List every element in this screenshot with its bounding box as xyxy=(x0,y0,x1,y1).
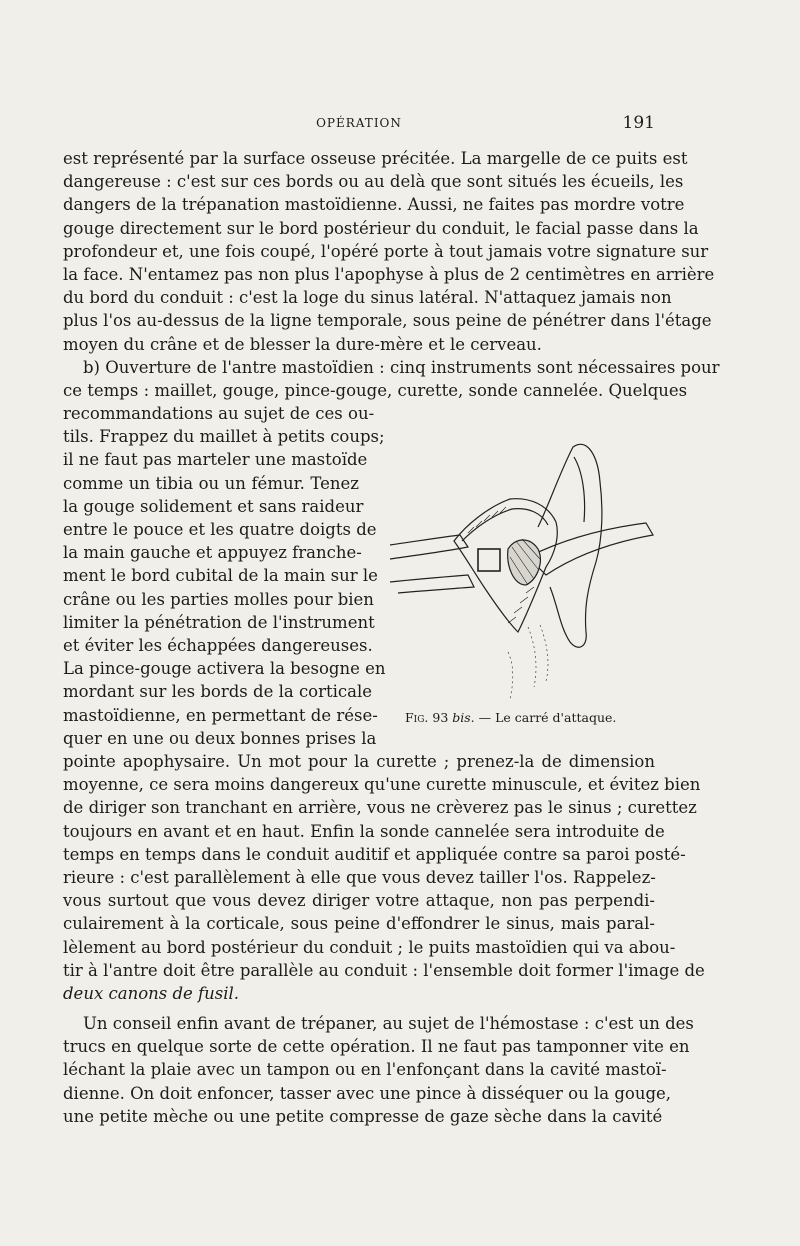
text-line: il ne faut pas marteler une mastoïde xyxy=(63,450,368,470)
text-line: culairement à la corticale, sous peine d'effondrer le sinus, mais paral- xyxy=(63,914,655,934)
page-number: 191 xyxy=(622,113,655,133)
paragraph-middle xyxy=(63,750,705,1005)
text-line: mordant sur les bords de la corticale xyxy=(63,682,373,702)
illustration-square-attack xyxy=(388,437,656,709)
text-line: dienne. On doit enfoncer, tasser avec une pince à disséquer ou la gouge, xyxy=(63,1083,672,1103)
caption-text: — Le carré d'attaque. xyxy=(474,710,617,725)
text-line: quer en une ou deux bonnes prises la xyxy=(63,728,377,748)
figure-suffix: bis. xyxy=(448,710,475,725)
text-line: ce temps : maillet, gouge, pince-gouge, curette, sonde cannelée. Quelques xyxy=(63,381,688,401)
text-line: la main gauche et appuyez franche- xyxy=(63,543,362,563)
text-line: moyen du crâne et de blesser la dure-mère et le cerveau. xyxy=(63,334,542,354)
text-line: pointe apophysaire. Un mot pour la curette ; prenez-la de dimension xyxy=(63,752,655,771)
text-line: gouge directement sur le bord postérieur du conduit, le facial passe dans la xyxy=(63,218,699,238)
text-line: trucs en quelque sorte de cette opération. Il ne faut pas tamponner vite en xyxy=(63,1037,690,1057)
running-header xyxy=(63,113,655,136)
text-line: Un conseil enfin avant de trépaner, au sujet de l'hémostase : c'est un des xyxy=(83,1014,694,1033)
chapter-title: OPÉRATION xyxy=(316,116,402,130)
paragraph-top xyxy=(63,147,720,402)
text-line: moyenne, ce sera moins dangereux qu'une curette minuscule, et évitez bien xyxy=(63,775,701,795)
text-line: recommandations au sujet de ces ou- xyxy=(63,404,375,423)
text-line: temps en temps dans le conduit auditif et appliquée contre sa paroi posté- xyxy=(63,844,686,864)
text-line: entre le pouce et les quatre doigts de xyxy=(63,520,377,540)
text-line: la face. N'entamez pas non plus l'apophyse à plus de 2 centimètres en arrière xyxy=(63,265,715,285)
text-line: dangereuse : c'est sur ces bords ou au delà que sont situés les écueils, les xyxy=(63,172,684,192)
text-line: mastoïdienne, en permettant de rése- xyxy=(63,705,378,725)
text-line: comme un tibia ou un fémur. Tenez xyxy=(63,473,359,493)
figure-caption xyxy=(405,710,616,725)
text-line: vous surtout que vous devez diriger votre attaque, non pas perpendi- xyxy=(63,891,655,911)
text-line: du bord du conduit : c'est la loge du sinus latéral. N'attaquez jamais non xyxy=(63,288,672,308)
figure-number: Fig. 93 xyxy=(405,710,449,725)
text-line: lèlement au bord postérieur du conduit ; le puits mastoïdien qui va abou- xyxy=(63,937,676,957)
text-line: tir à l'antre doit être parallèle au conduit : l'ensemble doit former l'image de xyxy=(63,960,705,980)
paragraph-beside-figure xyxy=(63,402,386,750)
text-line: crâne ou les parties molles pour bien xyxy=(63,589,374,609)
text-line: rieure : c'est parallèlement à elle que vous devez tailler l'os. Rappelez- xyxy=(63,868,656,888)
text-line: et éviter les échappées dangereuses. xyxy=(63,636,373,656)
text-line: dangers de la trépanation mastoïdienne. Aussi, ne faites pas mordre votre xyxy=(63,195,685,215)
text-line: tils. Frappez du maillet à petits coups; xyxy=(63,427,385,447)
text-line: limiter la pénétration de l'instrument xyxy=(63,612,375,632)
text-line: b) Ouverture de l'antre mastoïdien : cinq instruments sont nécessaires pour xyxy=(83,357,720,377)
paragraph-bottom xyxy=(63,1012,694,1128)
text-line: ment le bord cubital de la main sur le xyxy=(63,566,378,586)
text-line: profondeur et, une fois coupé, l'opéré porte à tout jamais votre signature sur xyxy=(63,241,709,261)
text-line: léchant la plaie avec un tampon ou en l'enfonçant dans la cavité mastoï- xyxy=(63,1060,667,1080)
text-line: de diriger son tranchant en arrière, vous ne crèverez pas le sinus ; curettez xyxy=(63,798,697,818)
text-line: La pince-gouge activera la besogne en xyxy=(63,659,386,679)
text-line: plus l'os au-dessus de la ligne temporale, sous peine de pénétrer dans l'étage xyxy=(63,311,712,331)
text-line: la gouge solidement et sans raideur xyxy=(63,496,364,516)
text-line: deux canons de fusil. xyxy=(63,984,240,1004)
surgical-illustration xyxy=(388,437,656,709)
text-line: une petite mèche ou une petite compresse de gaze sèche dans la cavité xyxy=(63,1106,663,1126)
text-line: toujours en avant et en haut. Enfin la sonde cannelée sera introduite de xyxy=(63,821,665,841)
text-line: est représenté par la surface osseuse précitée. La margelle de ce puits est xyxy=(63,149,688,168)
